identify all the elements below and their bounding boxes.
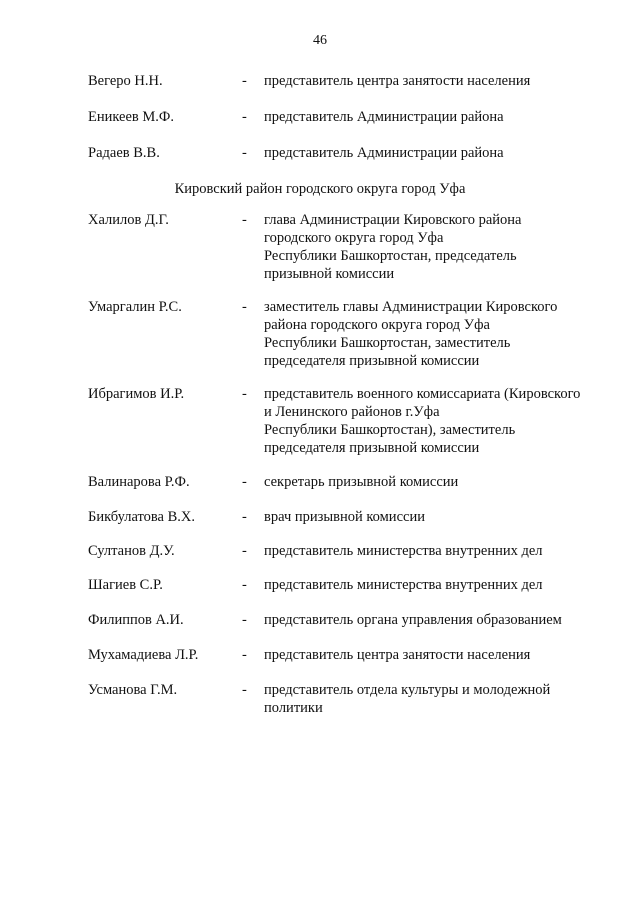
member-role-line: представитель Администрации района (264, 109, 504, 125)
member-name: Радаев В.В. (88, 145, 160, 161)
member-dash: - (242, 299, 247, 315)
member-role-line: представитель центра занятости населения (264, 73, 531, 89)
member-dash: - (242, 145, 247, 161)
member-dash: - (242, 577, 247, 593)
member-role (264, 211, 614, 283)
member-name: Бикбулатова В.Х. (88, 509, 196, 525)
member-name: Шагиев С.Р. (88, 577, 163, 593)
member-role-line: представитель министерства внутренних дел (264, 543, 543, 559)
member-role (264, 72, 614, 90)
member-role-line: председателя призывной комиссии (264, 440, 480, 456)
page-number: 46 (313, 33, 327, 48)
member-role-line: района городского округа город Уфа (264, 317, 490, 333)
member-role-line: представитель органа управления образованием (264, 612, 562, 628)
member-name: Султанов Д.У. (88, 543, 175, 559)
member-role-line: представитель министерства внутренних дел (264, 577, 543, 593)
member-name: Филиппов А.И. (88, 612, 184, 628)
member-role (264, 576, 614, 594)
member-dash: - (242, 212, 247, 228)
member-role (264, 298, 614, 370)
member-role-line: заместитель главы Администрации Кировского (264, 299, 558, 315)
member-role (264, 646, 614, 664)
member-role-line: Республики Башкортостан), заместитель (264, 422, 516, 438)
member-name: Вегеро Н.Н. (88, 73, 163, 89)
member-role-line: городского округа город Уфа (264, 230, 444, 246)
member-role (264, 611, 614, 629)
member-name: Халилов Д.Г. (88, 212, 169, 228)
member-role (264, 144, 614, 162)
member-role-line: Республики Башкортостан, председатель (264, 248, 517, 264)
member-role (264, 385, 614, 457)
member-dash: - (242, 682, 247, 698)
member-dash: - (242, 612, 247, 628)
section-heading: Кировский район городского округа город Уфа (174, 181, 466, 197)
member-role-line: представитель отдела культуры и молодежной (264, 682, 551, 698)
member-dash: - (242, 543, 247, 559)
member-dash: - (242, 386, 247, 402)
member-role-line: Республики Башкортостан, заместитель (264, 335, 511, 351)
member-role-line: секретарь призывной комиссии (264, 474, 459, 490)
member-role (264, 473, 614, 491)
member-role (264, 508, 614, 526)
member-role-line: представитель военного комиссариата (Кировского (264, 386, 581, 402)
member-name: Мухамадиева Л.Р. (88, 647, 199, 663)
member-role-line: представитель центра занятости населения (264, 647, 531, 663)
member-role-line: врач призывной комиссии (264, 509, 425, 525)
member-role-line: глава Администрации Кировского района (264, 212, 522, 228)
member-name: Еникеев М.Ф. (88, 109, 175, 125)
member-dash: - (242, 509, 247, 525)
member-role-line: и Ленинского районов г.Уфа (264, 404, 440, 420)
member-dash: - (242, 647, 247, 663)
member-name: Усманова Г.М. (88, 682, 178, 698)
member-role-line: призывной комиссии (264, 266, 395, 282)
member-role (264, 681, 614, 717)
member-name: Ибрагимов И.Р. (88, 386, 185, 402)
member-dash: - (242, 109, 247, 125)
member-role-line: председателя призывной комиссии (264, 353, 480, 369)
member-role (264, 542, 614, 560)
member-dash: - (242, 474, 247, 490)
member-name: Умаргалин Р.С. (88, 299, 182, 315)
member-dash: - (242, 73, 247, 89)
member-name: Валинарова Р.Ф. (88, 474, 190, 490)
member-role-line: политики (264, 700, 323, 716)
member-role (264, 108, 614, 126)
member-role-line: представитель Администрации района (264, 145, 504, 161)
